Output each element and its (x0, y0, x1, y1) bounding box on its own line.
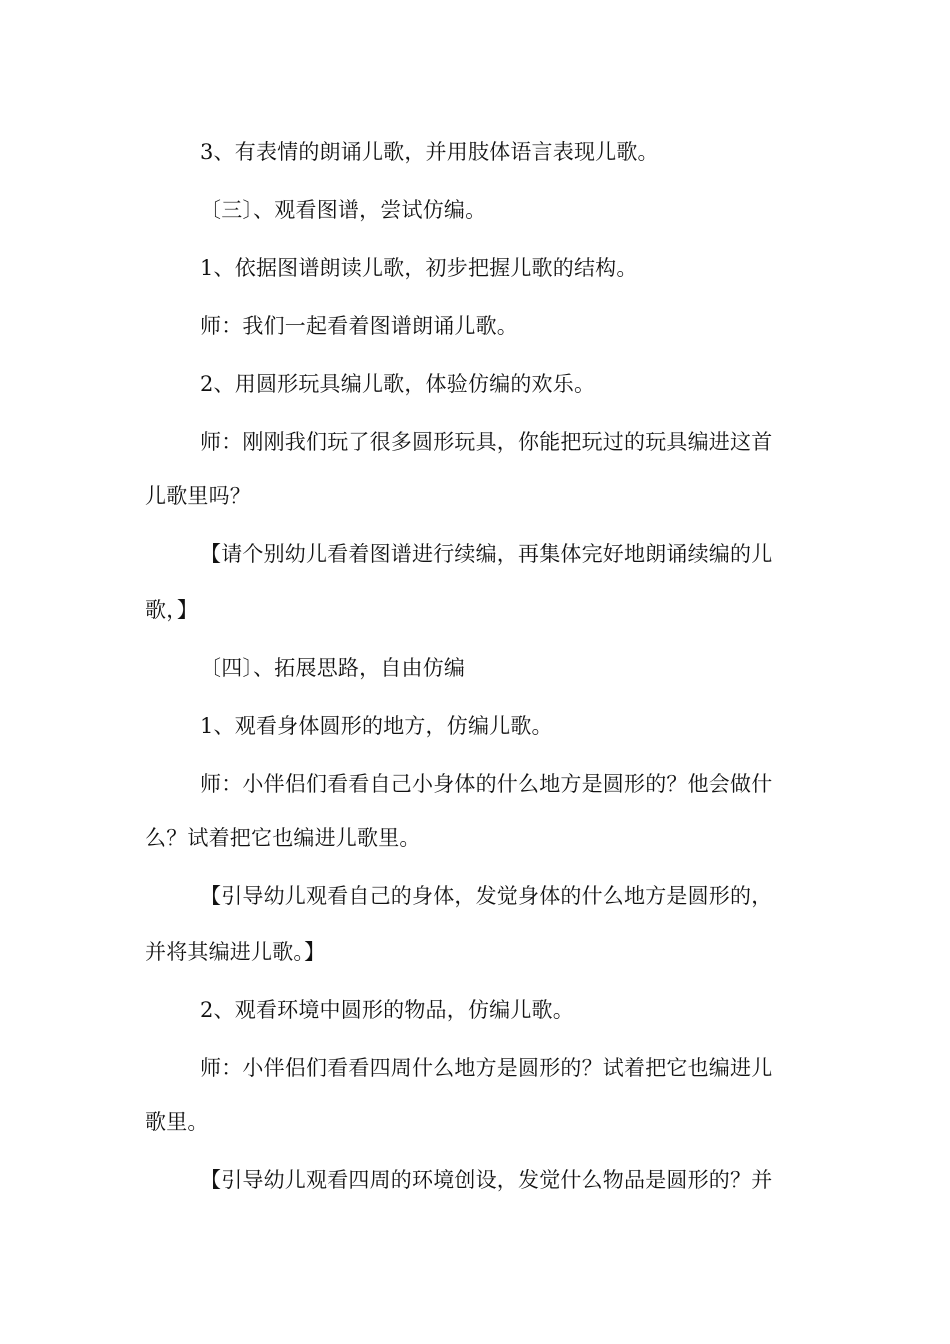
teacher-line: 师：刚刚我们玩了很多圆形玩具，你能把玩过的玩具编进这首 (200, 430, 773, 454)
teacher-line-continued: 歌里。 (145, 1110, 209, 1134)
paragraph-step-3: 3、有表情的朗诵儿歌，并用肢体语言表现儿歌。 (200, 140, 659, 164)
bracket-note-continued: 歌，】 (145, 598, 199, 622)
paragraph-step-1: 1、观看身体圆形的地方，仿编儿歌。 (200, 714, 553, 738)
section-heading-3: 〔三〕、观看图谱，尝试仿编。 (200, 198, 487, 222)
paragraph-step-1: 1、依据图谱朗读儿歌，初步把握儿歌的结构。 (200, 256, 638, 280)
bracket-note: 【引导幼儿观看自己的身体，发觉身体的什么地方是圆形的， (200, 884, 773, 908)
bracket-note-continued: 并将其编进儿歌。】 (145, 940, 326, 964)
teacher-line: 师：我们一起看着图谱朗诵儿歌。 (200, 314, 518, 338)
teacher-line-continued: 儿歌里吗？ (145, 484, 251, 508)
bracket-note: 【引导幼儿观看四周的环境创设，发觉什么物品是圆形的？并 (200, 1168, 773, 1192)
bracket-note: 【请个别幼儿看着图谱进行续编，再集体完好地朗诵续编的儿 (200, 542, 773, 566)
paragraph-step-2: 2、观看环境中圆形的物品，仿编儿歌。 (200, 998, 574, 1022)
section-heading-4: 〔四〕、拓展思路，自由仿编 (200, 656, 466, 680)
teacher-line: 师：小伴侣们看看自己小身体的什么地方是圆形的？他会做什 (200, 772, 773, 796)
paragraph-step-2: 2、用圆形玩具编儿歌，体验仿编的欢乐。 (200, 372, 596, 396)
teacher-line: 师：小伴侣们看看四周什么地方是圆形的？试着把它也编进儿 (200, 1056, 773, 1080)
teacher-line-continued: 么？试着把它也编进儿歌里。 (145, 826, 421, 850)
